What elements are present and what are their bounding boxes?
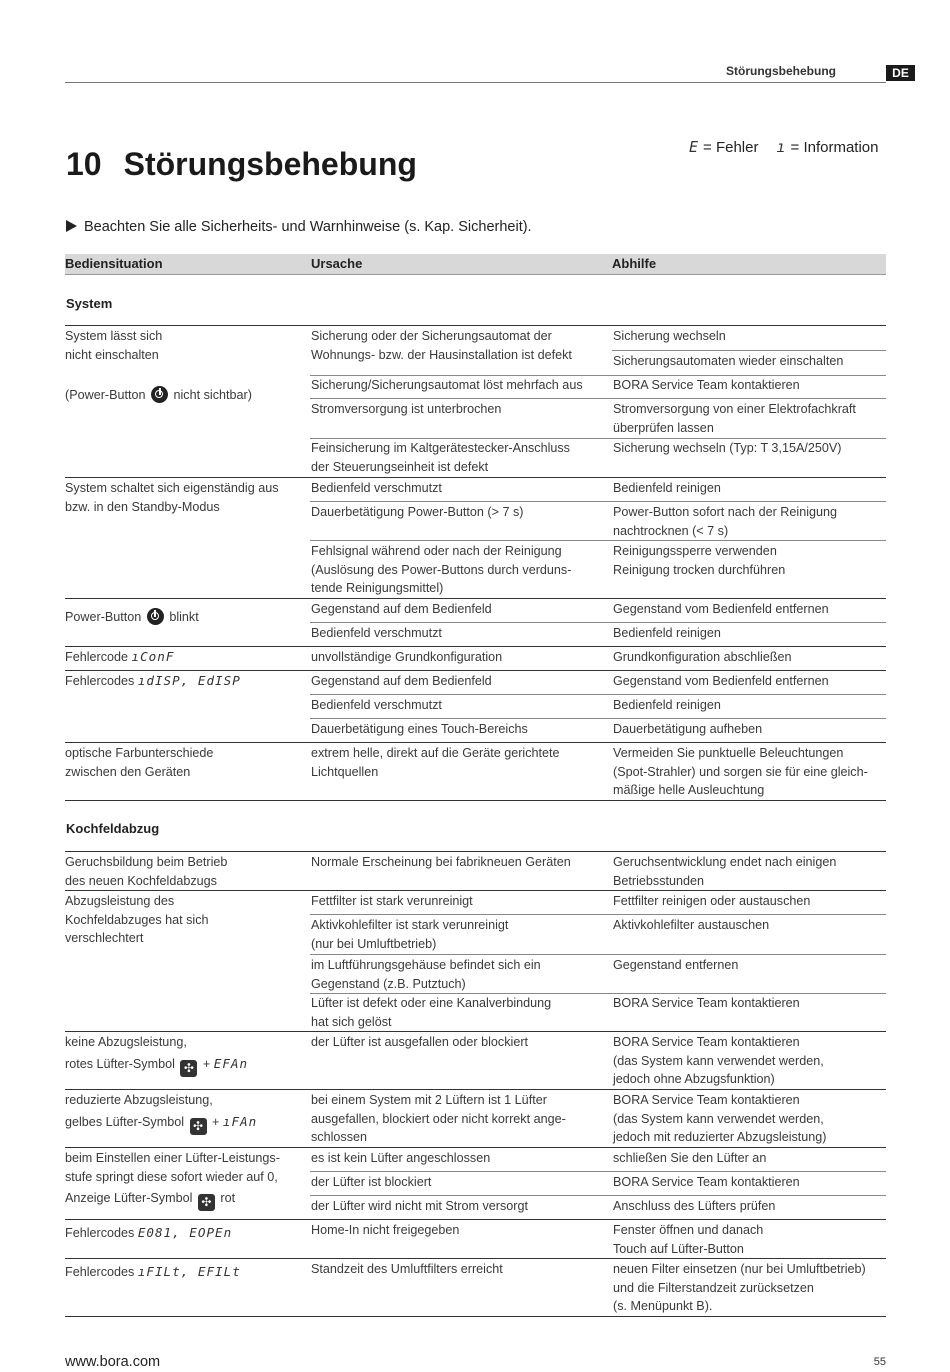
situation-cell: Fehlercodes ıFILt, EFILt [65, 1264, 241, 1279]
table-rule [65, 742, 886, 743]
cause-cell: Dauerbetätigung eines Touch-Bereichs [311, 722, 528, 736]
situation-cell: rotes Lüfter-Symbol ✣ + EFAn [65, 1056, 249, 1075]
remedy-cell: BORA Service Team kontaktieren [613, 378, 800, 392]
section-title-system: System [66, 296, 113, 311]
remedy-cell: Geruchsentwicklung endet nach einigen Betriebsstunden [613, 855, 837, 888]
table-rule [310, 540, 886, 541]
cause-cell: der Lüfter ist blockiert [311, 1175, 432, 1189]
running-header: Störungsbehebung [726, 64, 836, 78]
situation-cell: Abzugsleistung des Kochfeldabzuges hat sich verschlechtert [65, 894, 209, 946]
table-rule [310, 718, 886, 719]
remedy-cell: Dauerbetätigung aufheben [613, 722, 763, 736]
table-rule [65, 1089, 886, 1090]
cause-cell: Gegenstand auf dem Bedienfeld [311, 602, 492, 616]
language-badge: DE [886, 65, 915, 81]
table-header [65, 254, 886, 275]
situation-cell: Power-Button blinkt [65, 610, 199, 624]
cause-cell: Sicherung oder der Sicherungsautomat der Wohnungs- bzw. der Hausinstallation ist defekt [311, 329, 572, 362]
chapter-title: Störungsbehebung [123, 146, 417, 182]
table-rule [310, 398, 886, 399]
remedy-cell: Gegenstand vom Bedienfeld entfernen [613, 602, 829, 616]
cause-cell: Bedienfeld verschmutzt [311, 626, 442, 640]
section-title-kochfeldabzug: Kochfeldabzug [66, 821, 160, 836]
cause-cell: es ist kein Lüfter angeschlossen [311, 1151, 491, 1165]
remedy-cell: BORA Service Team kontaktieren (das System kann verwendet werden, jedoch ohne Abzugsfunktion) [613, 1035, 824, 1087]
table-rule [65, 670, 886, 671]
table-rule [310, 1171, 886, 1172]
situation-cell: Fehlercodes ıdISP, EdISP [65, 673, 241, 688]
remedy-cell: BORA Service Team kontaktieren [613, 996, 800, 1010]
cause-cell: bei einem System mit 2 Lüftern ist 1 Lüfter ausgefallen, blockiert oder nicht korrekt ange- schlossen [311, 1093, 566, 1145]
fan-icon: ✣ [190, 1118, 207, 1135]
page-number: 55 [873, 1356, 886, 1368]
cause-cell: Sicherung/Sicherungsautomat löst mehrfach aus [311, 378, 583, 392]
error-code: ıFAn [222, 1114, 258, 1129]
error-code: E081, EOPEn [137, 1225, 233, 1240]
error-legend-text: = Fehler [703, 139, 759, 156]
table-rule [65, 1258, 886, 1259]
situation-cell: Anzeige Lüfter-Symbol ✣ rot [65, 1191, 236, 1209]
power-button-icon [151, 386, 168, 403]
table-rule [65, 1031, 886, 1032]
table-rule [65, 800, 886, 801]
table-rule [310, 694, 886, 695]
remedy-cell: Power-Button sofort nach der Reinigung nachtrocknen (< 7 s) [613, 505, 838, 538]
table-rule [612, 350, 886, 351]
situation-cell: System schaltet sich eigenständig aus bzw. in den Standby-Modus [65, 481, 279, 514]
info-code-symbol: ı [776, 138, 787, 156]
situation-cell: beim Einstellen einer Lüfter-Leistungs- stufe springt diese sofort wieder auf 0, [65, 1151, 280, 1184]
remedy-cell: BORA Service Team kontaktieren (das System kann verwendet werden, jedoch mit reduzierter Abzugsleistung) [613, 1093, 827, 1145]
table-rule [65, 477, 886, 478]
table-rule [65, 1316, 886, 1317]
remedy-cell: Bedienfeld reinigen [613, 626, 721, 640]
situation-cell: gelbes Lüfter-Symbol ✣ + ıFAn [65, 1114, 258, 1133]
situation-cell: (Power-Button nicht sichtbar) [65, 388, 252, 402]
remedy-cell: Fenster öffnen und danach Touch auf Lüfter-Button [613, 1223, 764, 1256]
table-rule [310, 622, 886, 623]
error-code: ıdISP, EdISP [137, 673, 241, 688]
cause-cell: der Lüfter wird nicht mit Strom versorgt [311, 1199, 528, 1213]
situation-cell: Fehlercode ıConF [65, 649, 175, 664]
table-rule [65, 1147, 886, 1148]
cause-cell: Standzeit des Umluftfilters erreicht [311, 1262, 503, 1276]
remedy-cell: Aktivkohlefilter austauschen [613, 918, 770, 932]
table-rule [310, 501, 886, 502]
legend [689, 138, 878, 156]
cause-cell: Normale Erscheinung bei fabrikneuen Geräten [311, 855, 571, 869]
remedy-cell: Bedienfeld reinigen [613, 698, 721, 712]
error-code-symbol: E [689, 138, 700, 156]
page-title [66, 146, 417, 183]
cause-cell: extrem helle, direkt auf die Geräte gerichtete Lichtquellen [311, 746, 560, 779]
cause-cell: unvollständige Grundkonfiguration [311, 650, 503, 664]
remedy-cell: Gegenstand entfernen [613, 958, 739, 972]
info-legend-text: = Information [790, 139, 879, 156]
table-rule [65, 325, 886, 326]
cause-cell: der Lüfter ist ausgefallen oder blockiert [311, 1035, 529, 1049]
cause-cell: Fettfilter ist stark verunreinigt [311, 894, 473, 908]
cause-cell: Home-In nicht freigegeben [311, 1223, 460, 1237]
header-rule [65, 82, 886, 83]
table-rule [65, 1219, 886, 1220]
remedy-cell: neuen Filter einsetzen (nur bei Umluftbetrieb) und die Filterstandzeit zurücksetzen (s. Menüpunkt B). [613, 1262, 866, 1314]
situation-cell: optische Farbunterschiede zwischen den Geräten [65, 746, 214, 779]
column-header-cause: Ursache [311, 256, 363, 271]
column-header-remedy: Abhilfe [612, 256, 657, 271]
cause-cell: Aktivkohlefilter ist stark verunreinigt (nur bei Umluftbetrieb) [311, 918, 509, 951]
table-rule [310, 954, 886, 955]
remedy-cell: Bedienfeld reinigen [613, 481, 721, 495]
remedy-cell: Sicherung wechseln [613, 329, 726, 343]
cause-cell: Lüfter ist defekt oder eine Kanalverbindung hat sich gelöst [311, 996, 552, 1029]
situation-cell: Geruchsbildung beim Betrieb des neuen Kochfeldabzugs [65, 855, 228, 888]
situation-cell: keine Abzugsleistung, [65, 1035, 187, 1049]
remedy-cell: Stromversorgung von einer Elektrofachkraft überprüfen lassen [613, 402, 856, 435]
footer-url: www.bora.com [65, 1354, 161, 1370]
table-rule [65, 890, 886, 891]
column-header-situation: Bediensituation [65, 256, 163, 271]
situation-cell: Fehlercodes E081, EOPEn [65, 1225, 233, 1240]
error-code: ıConF [131, 649, 175, 664]
remedy-cell: BORA Service Team kontaktieren [613, 1175, 800, 1189]
remedy-cell: Vermeiden Sie punktuelle Beleuchtungen (Spot-Strahler) und sorgen sie für eine gleich- mäßige helle Ausleuchtung [613, 746, 868, 798]
error-code: EFAn [213, 1056, 249, 1071]
table-rule [65, 646, 886, 647]
table-rule [65, 851, 886, 852]
instruction-text: Beachten Sie alle Sicherheits- und Warnhinweise (s. Kap. Sicherheit). [84, 219, 532, 235]
remedy-cell: Gegenstand vom Bedienfeld entfernen [613, 674, 829, 688]
cause-cell: Fehlsignal während oder nach der Reinigung (Auslösung des Power-Buttons durch verduns- tende Reinigungsmittel) [311, 544, 572, 596]
chapter-number: 10 [66, 146, 102, 182]
situation-cell: reduzierte Abzugsleistung, [65, 1093, 213, 1107]
remedy-cell: Fettfilter reinigen oder austauschen [613, 894, 811, 908]
fan-icon: ✣ [180, 1060, 197, 1077]
error-code: ıFILt, EFILt [137, 1264, 241, 1279]
cause-cell: Feinsicherung im Kaltgerätestecker-Anschluss der Steuerungseinheit ist defekt [311, 441, 570, 474]
cause-cell: im Luftführungsgehäuse befindet sich ein Gegenstand (z.B. Putztuch) [311, 958, 541, 991]
remedy-cell: Sicherung wechseln (Typ: T 3,15A/250V) [613, 441, 842, 455]
remedy-cell: Grundkonfiguration abschließen [613, 650, 792, 664]
cause-cell: Stromversorgung ist unterbrochen [311, 402, 502, 416]
power-button-icon [147, 608, 164, 625]
table-rule [310, 1195, 886, 1196]
fan-icon: ✣ [198, 1194, 215, 1211]
situation-cell: System lässt sich nicht einschalten [65, 329, 163, 362]
remedy-cell: Anschluss des Lüfters prüfen [613, 1199, 776, 1213]
cause-cell: Dauerbetätigung Power-Button (> 7 s) [311, 505, 524, 519]
cause-cell: Gegenstand auf dem Bedienfeld [311, 674, 492, 688]
cause-cell: Bedienfeld verschmutzt [311, 698, 442, 712]
instruction [66, 219, 532, 235]
cause-cell: Bedienfeld verschmutzt [311, 481, 442, 495]
remedy-cell: Reinigungssperre verwenden Reinigung trocken durchführen [613, 544, 786, 577]
remedy-cell: Sicherungsautomaten wieder einschalten [613, 354, 844, 368]
table-rule [65, 598, 886, 599]
table-rule [310, 914, 886, 915]
remedy-cell: schließen Sie den Lüfter an [613, 1151, 767, 1165]
arrow-right-icon [66, 220, 77, 232]
